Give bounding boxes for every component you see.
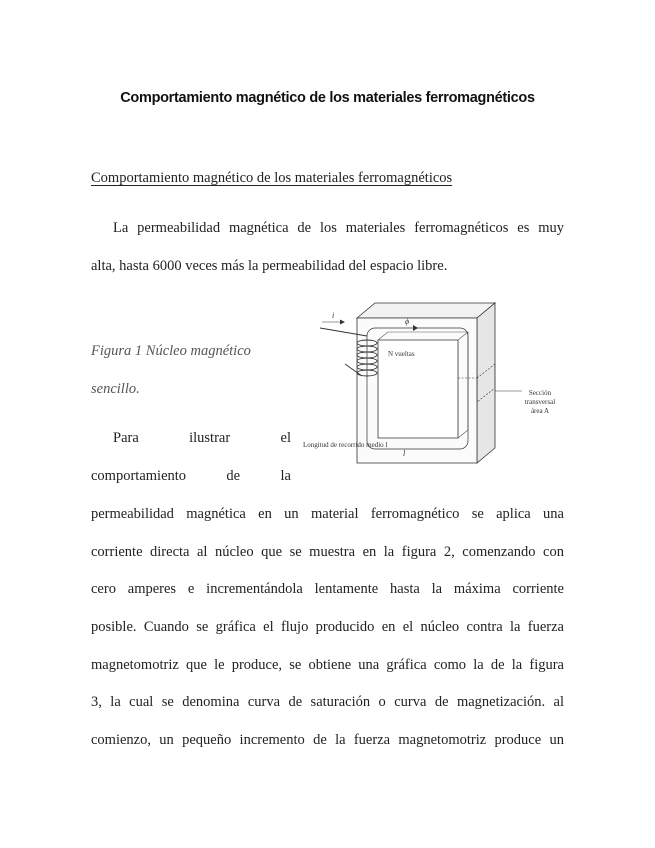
section-label-3: área A xyxy=(530,407,550,415)
path-label: Longitud de recorrido medio l xyxy=(303,441,388,449)
flux-label: ϕ xyxy=(405,317,410,326)
figure-caption-line-1: Figura 1 Núcleo magnético xyxy=(91,343,251,359)
section-label-2: transversal xyxy=(524,398,556,406)
page-title: Comportamiento magnético de los materiales ferromagnéticos xyxy=(120,90,535,106)
section-heading: Comportamiento magnético de los materiales ferromagnéticos xyxy=(91,170,453,186)
figure-caption-line-2: sencillo. xyxy=(91,381,140,397)
paragraph-line: corriente directa al núcleo que se muestra en la figura 2, comenzando con xyxy=(91,544,564,560)
turns-label: N vueltas xyxy=(388,350,415,358)
paragraph-line: Para ilustrar el xyxy=(113,430,291,446)
magnetic-core-diagram xyxy=(300,298,570,468)
paragraph-line: permeabilidad magnética en un material ferromagnético se aplica una xyxy=(91,506,564,522)
paragraph-line: 3, la cual se denomina curva de saturación o curva de magnetización. al xyxy=(91,694,564,710)
paragraph-line: comportamiento de la xyxy=(91,468,291,484)
paragraph-line: alta, hasta 6000 veces más la permeabilidad del espacio libre. xyxy=(91,258,448,274)
section-label-1: Sección xyxy=(528,389,552,397)
paragraph-line: comienzo, un pequeño incremento de la fuerza magnetomotriz produce un xyxy=(91,732,564,748)
path-symbol: l xyxy=(403,449,406,458)
magnetic-core-figure xyxy=(300,298,570,468)
paragraph-line: posible. Cuando se gráfica el flujo producido en el núcleo contra la fuerza xyxy=(91,619,564,635)
paragraph-line: cero amperes e incrementándola lentamente hasta la máxima corriente xyxy=(91,581,564,597)
current-label: i xyxy=(332,311,335,320)
paragraph-line: La permeabilidad magnética de los materiales ferromagnéticos es muy xyxy=(113,220,564,236)
paragraph-line: magnetomotriz que le produce, se obtiene una gráfica como la de la figura xyxy=(91,657,564,673)
